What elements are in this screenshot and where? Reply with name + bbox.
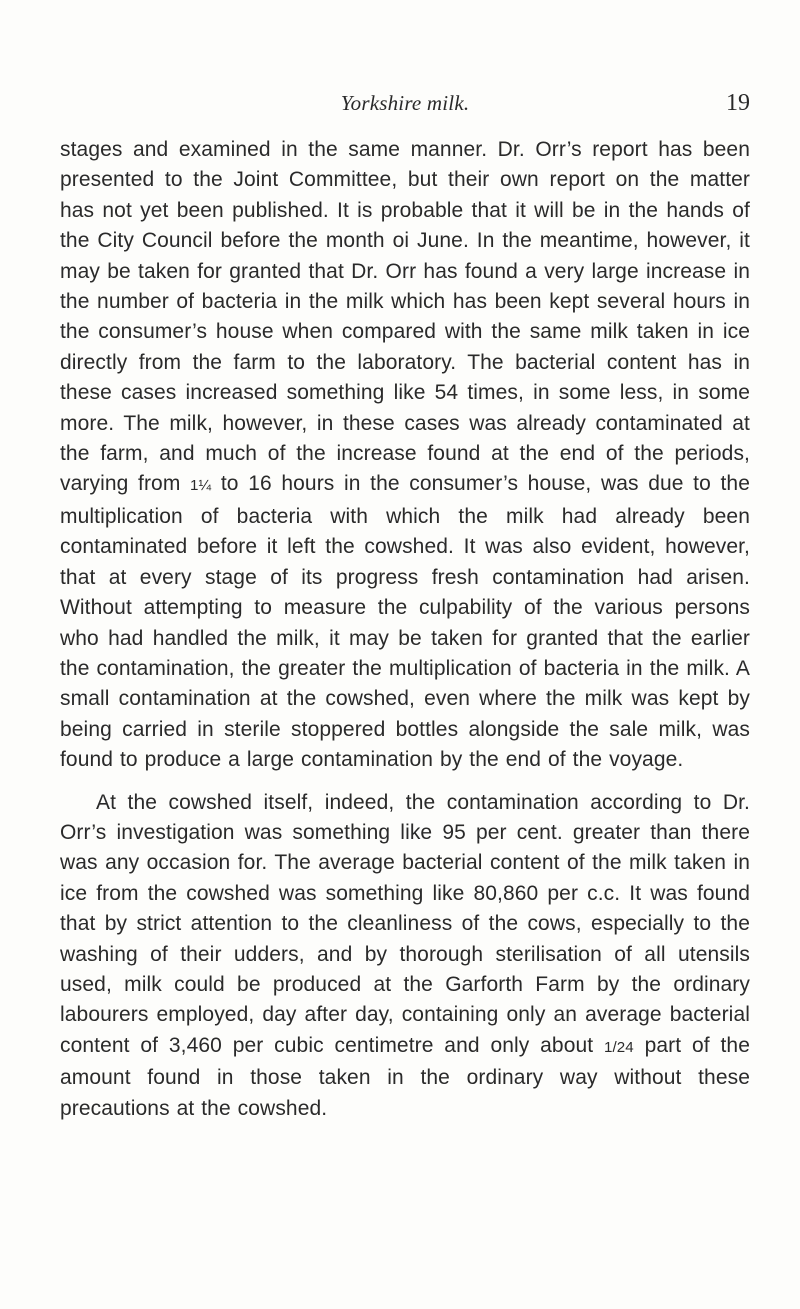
paragraph-2-text-a: At the cowshed itself, indeed, the contamination according to Dr. Orr’s investigation was something like 95 per cent. greater than there was any occasion for. The average bacterial content of the milk taken in ice from the cowshed was something like 80,860 per c.c. It was found that by strict attention to the cleanliness of the cows, especially to the washing of their udders, and by thorough sterilisation of all utensils used, milk could be produced at the Garforth Farm by the ordinary labourers employed, day after day, containing only an average bacterial content of 3,460 per cubic centimetre and only about [60,790,750,1057]
paragraph-1-text-a: stages and examined in the same manner. Dr. Orr’s report has been presented to the Joint Committee, but their own report on the matter has not yet been published. It is probable that it will be in the hands of the City Council before the month oi June. In the meantime, however, it may be taken for granted that Dr. Orr has found a very large increase in the number of bacteria in the milk which has been kept several hours in the consumer’s house when compared with the same milk taken in ice directly from the farm to the laboratory. The bacterial content has in these cases increased something like 54 times, in some less, in some more. The milk, however, in these cases was already contaminated at the farm, and much of the increase found at the end of the periods, varying from [60,138,750,496]
running-title: Yorkshire milk. [340,91,470,115]
body-text [60,135,750,1124]
fraction-one-and-a-quarter: 1¼ [190,477,212,495]
paragraph-1-text-b: to 16 hours in the consumer’s house, was due to the multiplication of bacteria with which the milk had already been contaminated before it left the cowshed. It was also evident, however, that at every stage of its progress fresh contamination had arisen. Without attempting to measure the culpability of the various persons who had handled the milk, it may be taken for granted that the earlier the contamination, the greater the multiplication of bacteria in the milk. A small contamination at the cowshed, even where the milk was kept by being carried in sterile stoppered bottles alongside the sale milk, was found to produce a large contamination by the end of the voyage. [60,472,750,772]
paragraph-1 [60,135,750,776]
running-head [60,88,750,118]
fraction-one-twenty-fourth: 1/24 [604,1038,634,1056]
page-number: 19 [726,90,750,116]
paragraph-2-text-b: part of the amount found in those taken in the ordinary way without these precautions at the cowshed. [60,1033,750,1120]
paragraph-2 [60,788,750,1124]
